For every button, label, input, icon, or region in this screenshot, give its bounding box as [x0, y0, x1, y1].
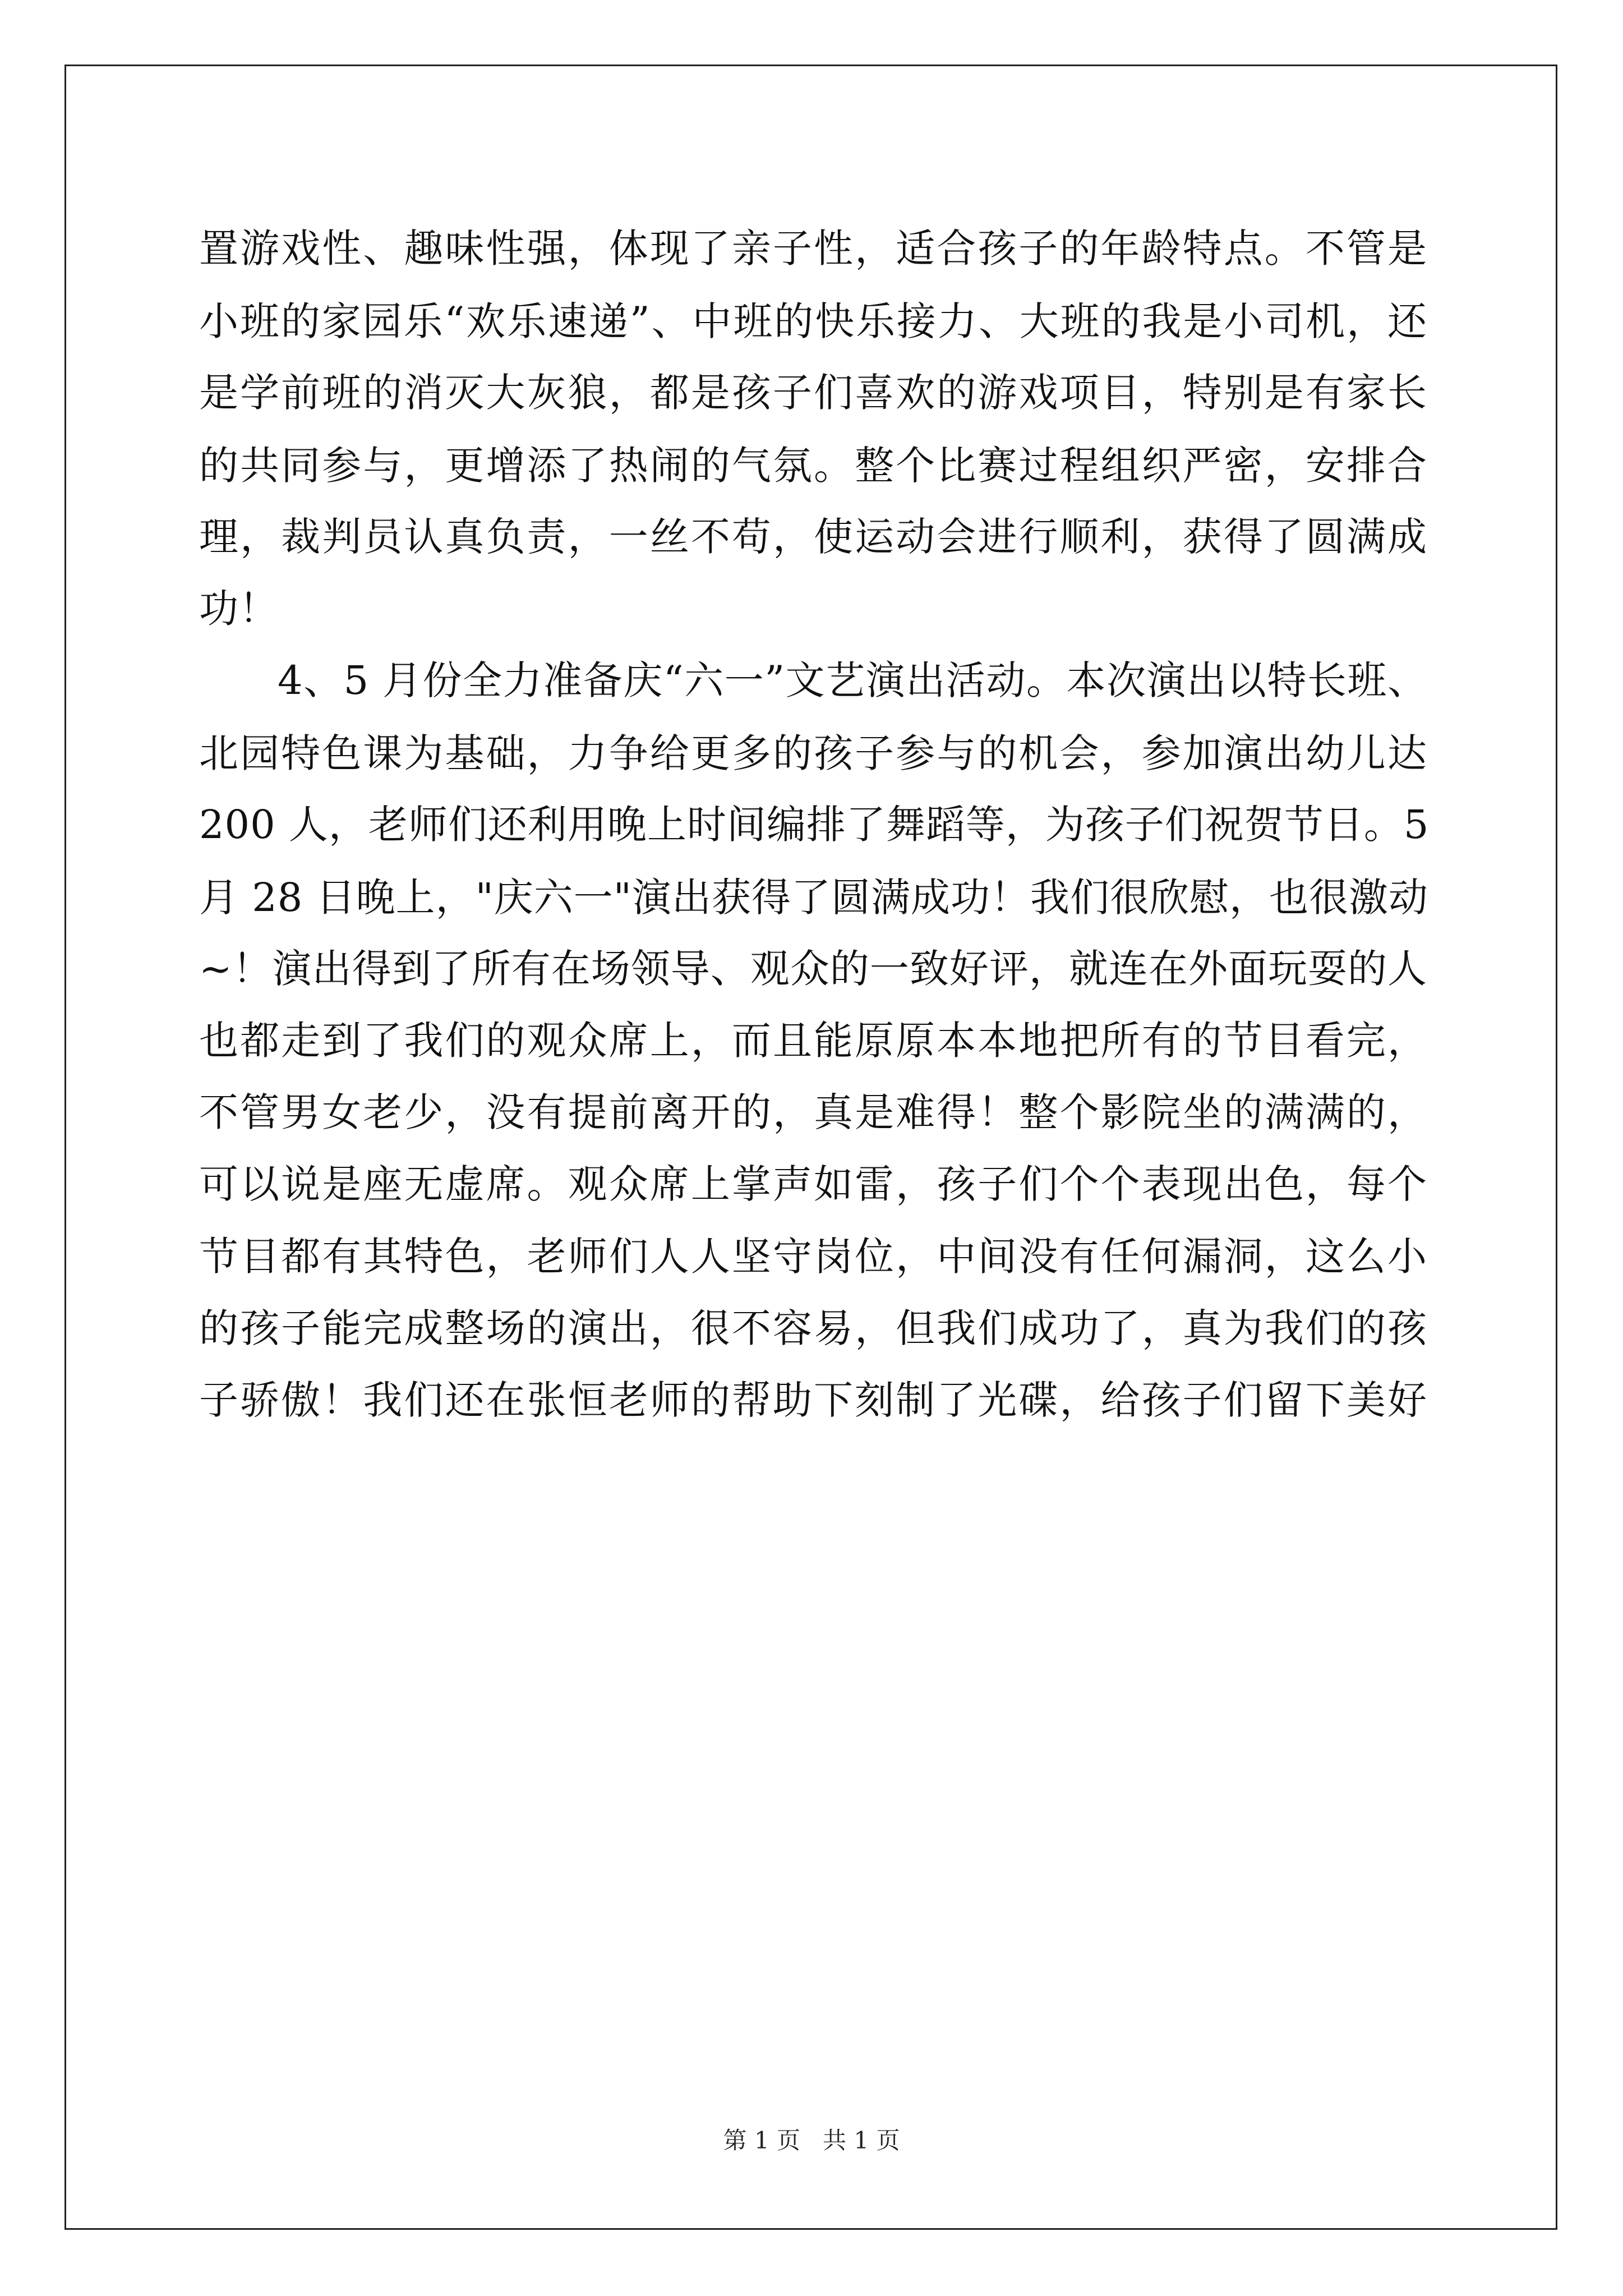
paragraph-1-line-4: 的共同参与，更增添了热闹的气氛。整个比赛过程组织严密，安排合 [199, 443, 1427, 489]
paragraph-1-line-1: 置游戏性、趣味性强，体现了亲子性，适合孩子的年龄特点。不管是 [199, 226, 1427, 272]
paragraph-1-line-6: 功！ [199, 586, 279, 632]
paragraph-2-line-8: 可以说是座无虚席。观众席上掌声如雷，孩子们个个表现出色，每个 [199, 1161, 1427, 1207]
paragraph-2-line-10: 的孩子能完成整场的演出，很不容易，但我们成功了，真为我们的孩 [199, 1305, 1427, 1351]
paragraph-2-line-6: 也都走到了我们的观众席上，而且能原原本本地把所有的节目看完， [199, 1018, 1427, 1064]
page-total: 共 1 页 [823, 2127, 900, 2154]
paragraph-2-line-2: 北园特色课为基础，力争给更多的孩子参与的机会，参加演出幼儿达 [199, 730, 1427, 776]
paragraph-2-line-9: 节目都有其特色，老师们人人坚守岗位，中间没有任何漏洞，这么小 [199, 1234, 1427, 1280]
page-footer [0, 2126, 1623, 2155]
paragraph-2-line-5: ~！演出得到了所有在场领导、观众的一致好评，就连在外面玩耍的人 [199, 946, 1427, 992]
paragraph-2-line-11: 子骄傲！我们还在张恒老师的帮助下刻制了光碟，给孩子们留下美好 [199, 1377, 1427, 1423]
paragraph-2-line-7: 不管男女老少，没有提前离开的，真是难得！整个影院坐的满满的， [199, 1089, 1427, 1135]
paragraph-1-line-5: 理，裁判员认真负责，一丝不苟，使运动会进行顺利，获得了圆满成 [199, 514, 1427, 560]
paragraph-2-line-1: 4、5 月份全力准备庆“六一”文艺演出活动。本次演出以特长班、 [278, 657, 1427, 703]
paragraph-2-line-4: 月 28 日晚上，"庆六一"演出获得了圆满成功！我们很欣慰，也很激动 [199, 875, 1428, 921]
page-number: 第 1 页 [723, 2127, 800, 2154]
paragraph-1-line-3: 是学前班的消灭大灰狼，都是孩子们喜欢的游戏项目，特别是有家长 [199, 370, 1427, 416]
paragraph-1-line-2: 小班的家园乐“欢乐速递”、中班的快乐接力、大班的我是小司机，还 [199, 298, 1427, 344]
paragraph-2-line-3: 200 人，老师们还利用晚上时间编排了舞蹈等，为孩子们祝贺节日。5 [199, 802, 1430, 848]
